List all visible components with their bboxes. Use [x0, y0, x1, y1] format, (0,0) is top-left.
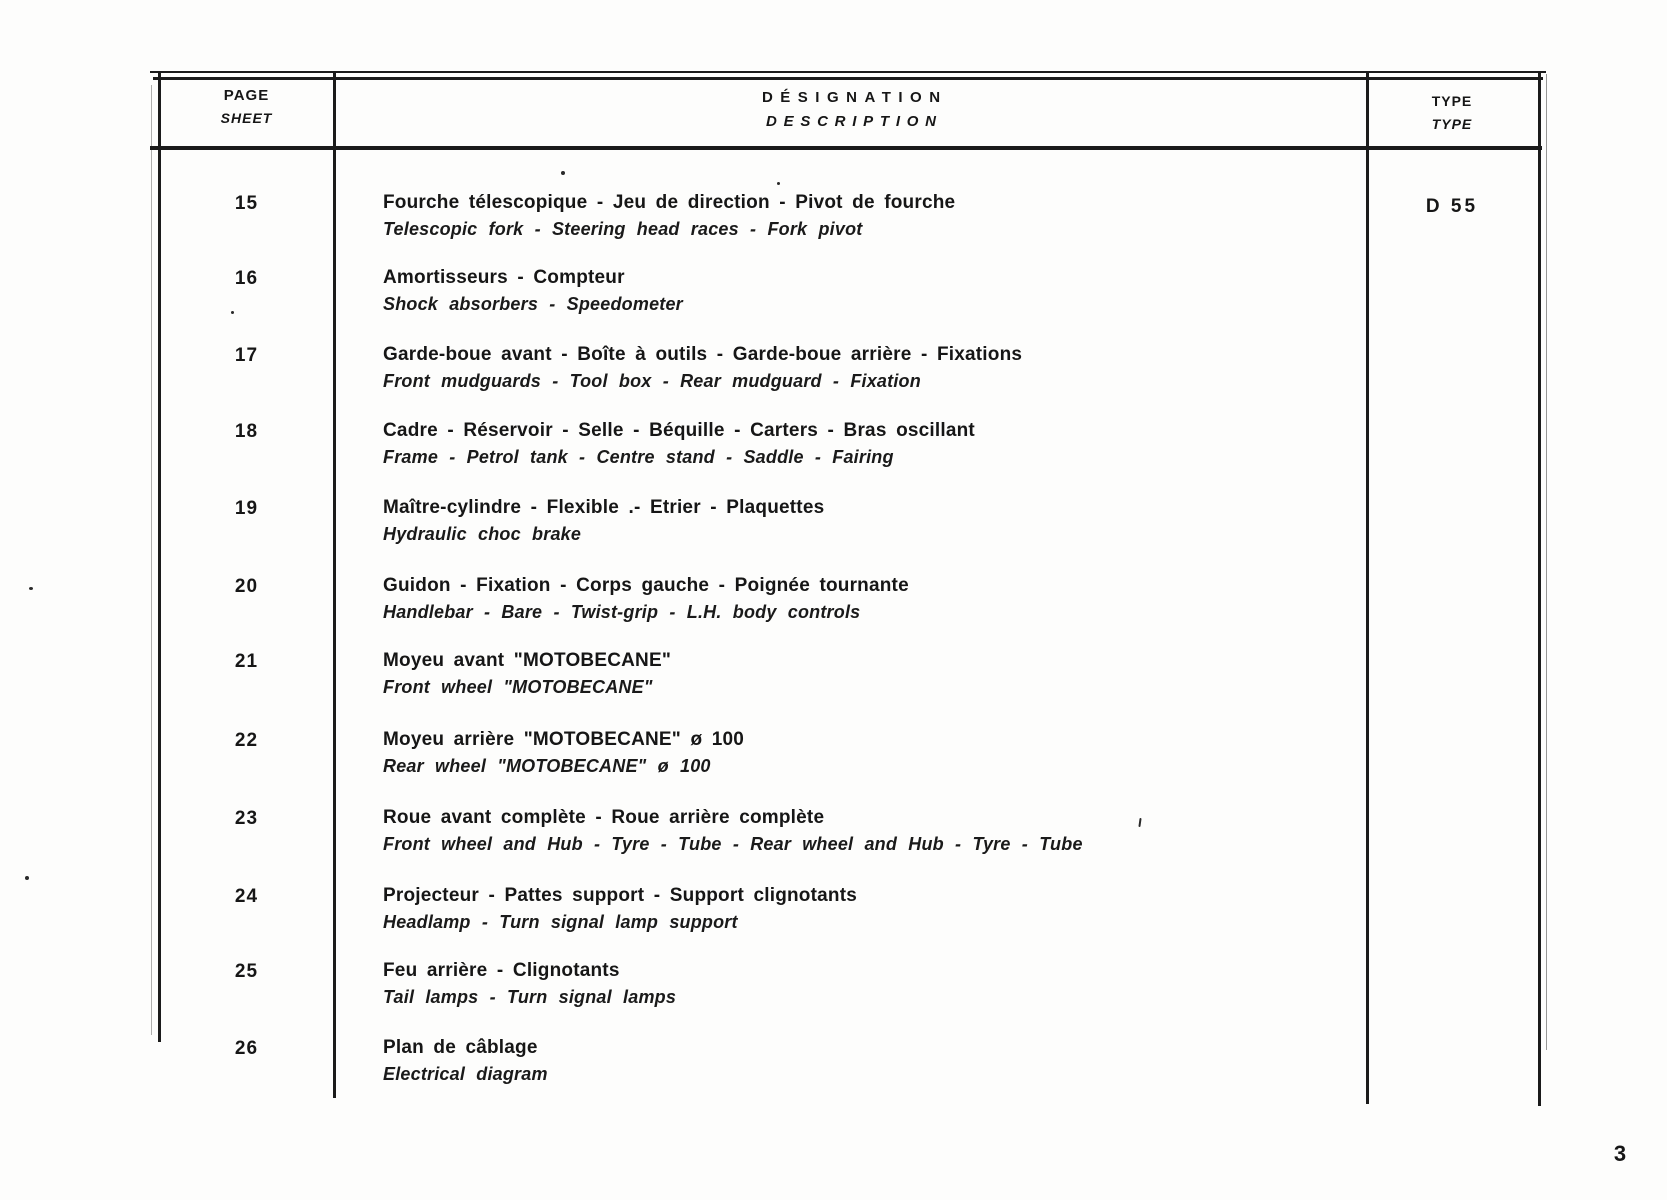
- designation-english: Headlamp - Turn signal lamp support: [383, 912, 738, 932]
- scan-speck: [1138, 818, 1141, 827]
- designation-english: Front wheel "MOTOBECANE": [383, 677, 653, 697]
- row-page-number: 18: [234, 421, 259, 442]
- designation-english: Tail lamps - Turn signal lamps: [383, 987, 677, 1007]
- row-page-number: 16: [234, 268, 259, 289]
- header-type-label-en: TYPE: [1431, 116, 1473, 132]
- row-designation: [383, 193, 955, 239]
- table-right-border-ghost: [1546, 74, 1547, 1050]
- designation-english: Handlebar - Bare - Twist-grip - L.H. body controls: [383, 602, 861, 622]
- designation-english: Shock absorbers - Speedometer: [383, 294, 683, 314]
- designation-english: Hydraulic choc brake: [383, 524, 582, 544]
- designation-french: Feu arrière - Clignotants: [383, 960, 620, 981]
- designation-english: Front mudguards - Tool box - Rear mudguard - Fixation: [383, 371, 921, 391]
- page-number: 3: [1613, 1141, 1627, 1166]
- designation-english: Rear wheel "MOTOBECANE" ø 100: [383, 756, 711, 776]
- row-designation: [383, 961, 676, 1007]
- header-type-label-fr: TYPE: [1431, 93, 1473, 109]
- row-designation: [383, 651, 671, 697]
- row-page-number: 22: [234, 730, 259, 751]
- row-designation: [383, 421, 975, 467]
- designation-french: Moyeu avant "MOTOBECANE": [383, 650, 672, 671]
- designation-english: Front wheel and Hub - Tyre - Tube - Rear wheel and Hub - Tyre - Tube: [383, 834, 1083, 854]
- table-top-border-inner: [153, 77, 1543, 80]
- designation-french: Garde-boue avant - Boîte à outils - Garde-boue arrière - Fixations: [383, 344, 1023, 365]
- row-designation: [383, 730, 744, 776]
- header-sheet-label: SHEET: [220, 110, 273, 126]
- designation-french: Fourche télescopique - Jeu de direction - Pivot de fourche: [383, 192, 956, 213]
- row-page-number: 25: [234, 961, 259, 982]
- designation-french: Moyeu arrière "MOTOBECANE" ø 100: [383, 729, 745, 750]
- table-top-border-outer: [150, 71, 1546, 73]
- row-designation: [383, 268, 683, 314]
- scan-speck: [561, 171, 565, 175]
- header-designation-label: DÉSIGNATION: [761, 89, 948, 106]
- scan-speck: [25, 876, 29, 880]
- designation-french: Projecteur - Pattes support - Support clignotants: [383, 885, 858, 906]
- header-underline-rule: [150, 146, 1542, 150]
- table-left-border-ghost: [151, 85, 152, 1035]
- header-description-label: DESCRIPTION: [765, 113, 943, 130]
- row-page-number: 23: [234, 808, 259, 829]
- row-designation: [383, 886, 857, 932]
- scan-speck: [777, 182, 780, 185]
- row-page-number: 17: [234, 345, 259, 366]
- row-page-number: 26: [234, 1038, 259, 1059]
- column-separator-page: [333, 71, 336, 1098]
- row-designation: [383, 345, 1022, 391]
- designation-english: Electrical diagram: [383, 1064, 548, 1084]
- type-value: D 55: [1425, 196, 1479, 217]
- row-designation: [383, 1038, 548, 1084]
- designation-french: Maître-cylindre - Flexible .- Etrier - Plaquettes: [383, 497, 825, 518]
- designation-french: Roue avant complète - Roue arrière complète: [383, 807, 825, 828]
- row-page-number: 15: [234, 193, 259, 214]
- designation-french: Amortisseurs - Compteur: [383, 267, 625, 288]
- table-right-border: [1538, 71, 1541, 1106]
- designation-english: Frame - Petrol tank - Centre stand - Saddle - Fairing: [383, 447, 894, 467]
- header-page-label: PAGE: [223, 87, 270, 104]
- row-page-number: 20: [234, 576, 259, 597]
- row-page-number: 19: [234, 498, 259, 519]
- designation-french: Cadre - Réservoir - Selle - Béquille - Carters - Bras oscillant: [383, 420, 975, 441]
- row-page-number: 21: [234, 651, 259, 672]
- designation-english: Telescopic fork - Steering head races - Fork pivot: [383, 219, 863, 239]
- designation-french: Guidon - Fixation - Corps gauche - Poignée tournante: [383, 575, 909, 596]
- designation-french: Plan de câblage: [383, 1037, 538, 1058]
- scan-speck: [29, 587, 33, 590]
- row-designation: [383, 808, 1083, 854]
- column-separator-type: [1366, 71, 1369, 1104]
- row-page-number: 24: [234, 886, 259, 907]
- scan-speck: [231, 311, 234, 314]
- row-designation: [383, 576, 909, 622]
- row-designation: [383, 498, 824, 544]
